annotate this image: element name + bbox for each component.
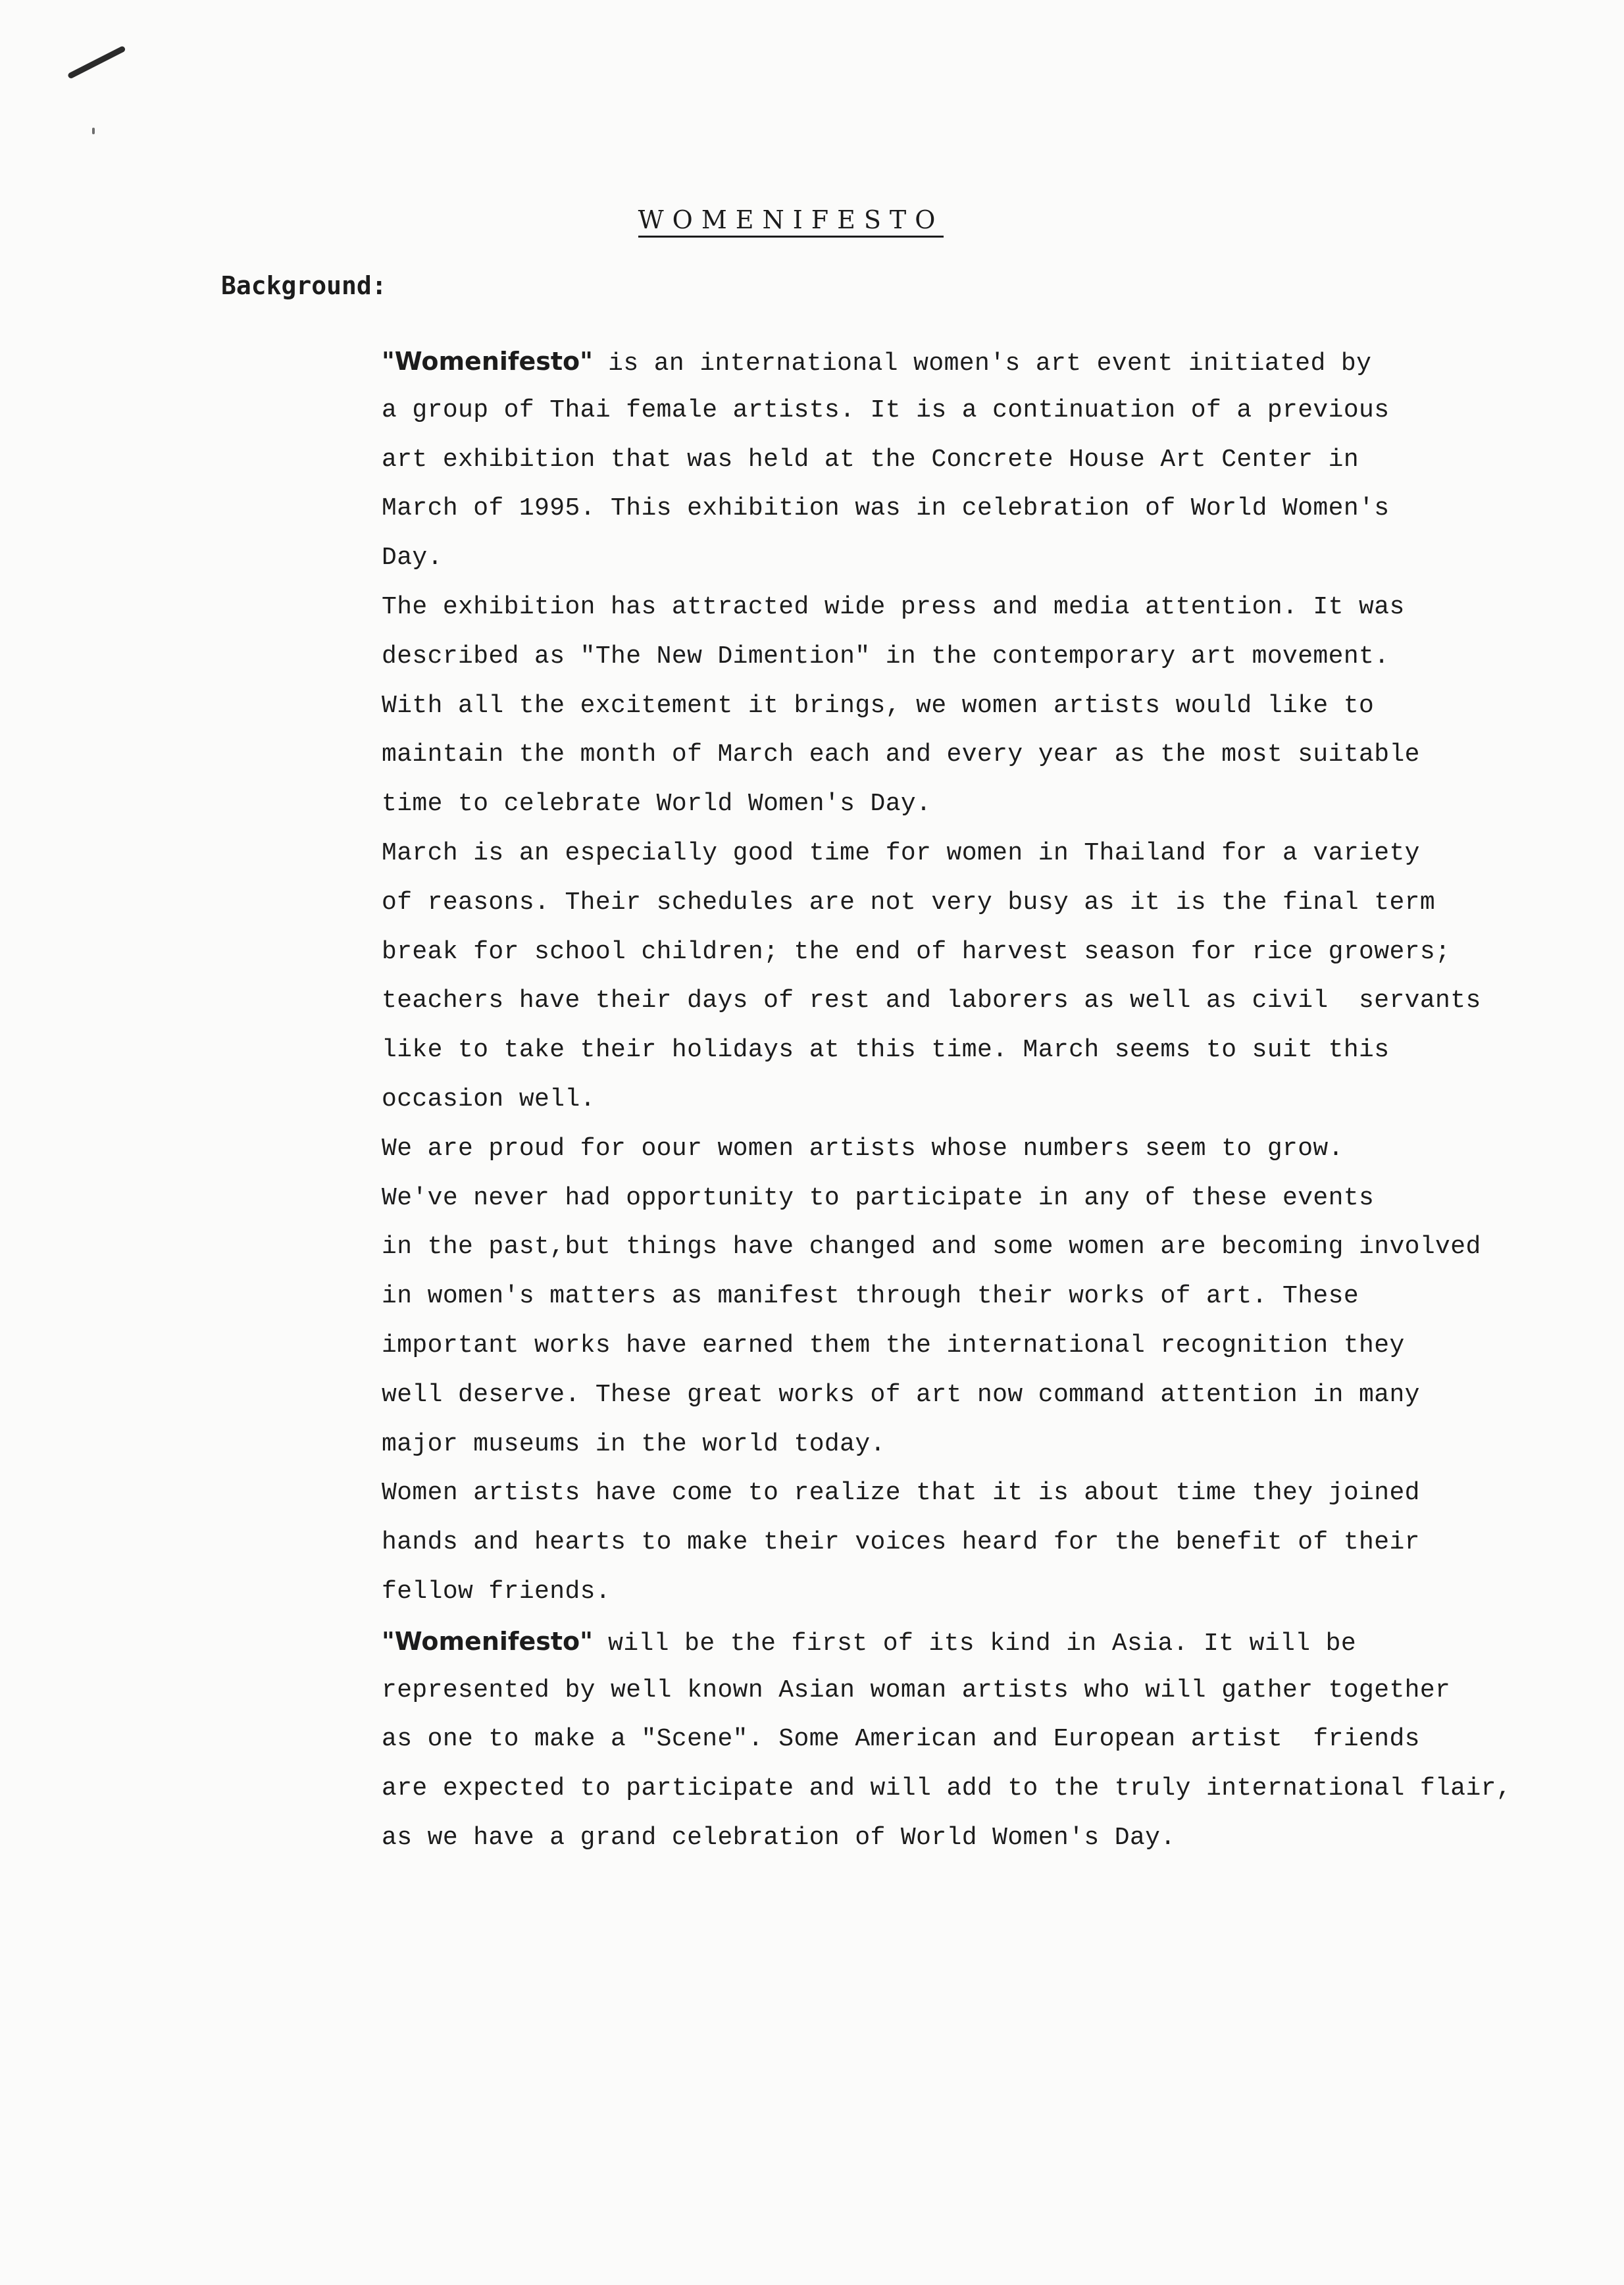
line-text: in women's matters as manifest through their works of art. These (382, 1282, 1359, 1311)
text-line (382, 1420, 1599, 1470)
text-line (382, 632, 1599, 682)
text-line (382, 879, 1599, 928)
bold-event-name: "Womenifesto" (382, 1626, 593, 1656)
line-text: fellow friends. (382, 1577, 611, 1606)
line-text: major museums in the world today. (382, 1429, 886, 1458)
line-text: described as "The New Dimention" in the contemporary art movement. (382, 642, 1390, 671)
line-text: a group of Thai female artists. It is a continuation of a previous (382, 396, 1390, 424)
line-text: We've never had opportunity to participate in any of these events (382, 1183, 1375, 1212)
text-line (382, 1617, 1599, 1666)
line-text: hands and hearts to make their voices heard for the benefit of their (382, 1528, 1420, 1557)
line-text: like to take their holidays at this time. March seems to suit this (382, 1036, 1390, 1065)
line-text: March of 1995. This exhibition was in celebration of World Women's (382, 494, 1390, 523)
text-line (382, 1371, 1599, 1420)
bold-event-name: "Womenifesto" (382, 347, 593, 376)
line-text: Women artists have come to realize that it is about time they joined (382, 1479, 1420, 1508)
text-line (382, 1666, 1599, 1716)
text-line (382, 1272, 1599, 1322)
text-line (382, 780, 1599, 829)
staple-mark (67, 45, 126, 80)
line-text: occasion well. (382, 1085, 596, 1114)
line-text: of reasons. Their schedules are not very busy as it is the final term (382, 888, 1436, 917)
line-text: time to celebrate World Women's Day. (382, 790, 932, 819)
line-text: in the past,but things have changed and some women are becoming involved (382, 1233, 1481, 1262)
text-line (382, 583, 1599, 632)
line-text: represented by well known Asian woman artists who will gather together (382, 1676, 1451, 1705)
line-text: maintain the month of March each and every year as the most suitable (382, 740, 1420, 769)
text-line (382, 1174, 1599, 1223)
text-line (382, 1568, 1599, 1617)
text-line (382, 1125, 1599, 1174)
text-line (382, 1026, 1599, 1075)
text-line (382, 682, 1599, 731)
text-line (382, 484, 1599, 534)
line-text: well deserve. These great works of art now command attention in many (382, 1380, 1420, 1409)
text-line (382, 386, 1599, 436)
line-text: We are proud for oour women artists whose numbers seem to grow. (382, 1134, 1344, 1163)
text-line (382, 1223, 1599, 1272)
line-text: is an international women's art event initiated by (592, 349, 1372, 378)
text-line (382, 1469, 1599, 1518)
text-line (382, 534, 1599, 583)
text-line (382, 829, 1599, 879)
line-text: as one to make a "Scene". Some American and European artist friends (382, 1725, 1420, 1754)
line-text: are expected to participate and will add to the truly international flair, (382, 1774, 1512, 1803)
text-line (382, 1764, 1599, 1814)
section-label-background: Background: (221, 271, 387, 300)
line-text: With all the excitement it brings, we women artists would like to (382, 691, 1375, 720)
text-line (382, 1518, 1599, 1568)
text-line (382, 928, 1599, 977)
text-line (382, 731, 1599, 780)
line-text: art exhibition that was held at the Concrete House Art Center in (382, 445, 1359, 474)
line-text: teachers have their days of rest and laborers as well as civil servants (382, 987, 1481, 1015)
document-title (0, 205, 1582, 238)
text-line (382, 1814, 1599, 1863)
document-title-text: WOMENIFESTO (638, 205, 944, 238)
paper-speck (92, 128, 95, 134)
body-text (382, 337, 1599, 1863)
line-text: The exhibition has attracted wide press and media attention. It was (382, 592, 1405, 621)
text-line (382, 1322, 1599, 1371)
text-line (382, 337, 1599, 386)
line-text: break for school children; the end of harvest season for rice growers; (382, 937, 1451, 966)
line-text: will be the first of its kind in Asia. It will be (592, 1629, 1357, 1658)
line-text: March is an especially good time for women in Thailand for a variety (382, 838, 1420, 867)
line-text: Day. (382, 544, 443, 573)
text-line (382, 977, 1599, 1026)
text-line (382, 1075, 1599, 1125)
text-line (382, 436, 1599, 485)
line-text: important works have earned them the international recognition they (382, 1331, 1405, 1360)
line-text: as we have a grand celebration of World Women's Day. (382, 1823, 1176, 1852)
text-line (382, 1715, 1599, 1764)
